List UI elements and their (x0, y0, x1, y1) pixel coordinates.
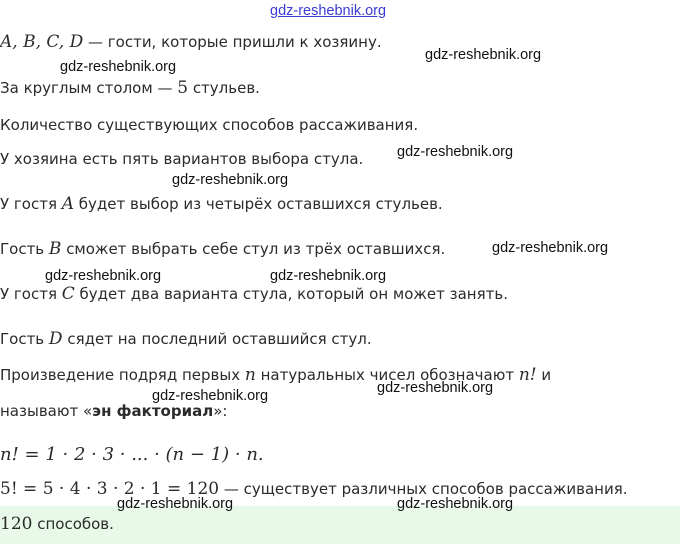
math-b: B (48, 239, 62, 259)
math-c: C (61, 284, 75, 304)
text-name-pre: называют « (0, 402, 93, 420)
text-product-post: и (536, 366, 552, 384)
text-chairs-post: стульев. (188, 79, 260, 97)
text-line-result (0, 479, 628, 499)
formula-factorial: n! = 1 · 2 · 3 · ... · (n − 1) · n. (0, 444, 264, 465)
answer-text: способов. (32, 515, 114, 533)
watermark: gdz-reshebnik.org (60, 59, 177, 75)
text-b-post: сможет выбрать себе стул из трёх оставшихся. (61, 240, 446, 258)
text-result: — существует различных способов рассаживания. (219, 480, 628, 498)
text-line-factorial-name (0, 402, 227, 420)
text-factorial-bold: эн факториал (92, 402, 214, 420)
text-line-host: У хозяина есть пять вариантов выбора стула. (0, 150, 364, 168)
math-guests: A, B, C, D (0, 32, 84, 52)
text-guests: — гости, которые пришли к хозяину. (83, 33, 382, 51)
text-c-post: будет два варианта стула, который он может занять. (74, 285, 508, 303)
text-line-guests (0, 32, 382, 52)
text-a-pre: У гостя (0, 195, 62, 213)
math-n-factorial: n! (518, 365, 537, 385)
text-d-pre: Гость (0, 330, 49, 348)
watermark: gdz-reshebnik.org (117, 496, 234, 512)
text-line-guest-a (0, 194, 443, 214)
watermark: gdz-reshebnik.org (397, 144, 514, 160)
text-line-chairs (0, 78, 260, 98)
text-name-post: »: (213, 402, 228, 420)
text-line-count: Количество существующих способов рассаживания. (0, 116, 419, 134)
text-line-answer (0, 514, 114, 534)
text-line-guest-b (0, 239, 445, 259)
text-b-pre: Гость (0, 240, 49, 258)
text-line-guest-c (0, 284, 508, 304)
watermark: gdz-reshebnik.org (397, 496, 514, 512)
text-product-pre: Произведение подряд первых (0, 366, 245, 384)
watermark: gdz-reshebnik.org (172, 172, 289, 188)
watermark: gdz-reshebnik.org (425, 47, 542, 63)
watermark: gdz-reshebnik.org (45, 268, 162, 284)
math-five: 5 (177, 78, 189, 98)
text-line-guest-d (0, 329, 372, 349)
text-c-pre: У гостя (0, 285, 62, 303)
math-n: n (244, 365, 256, 385)
watermark: gdz-reshebnik.org (270, 268, 387, 284)
text-a-post: будет выбор из четырёх оставшихся стульев. (74, 195, 443, 213)
text-chairs-pre: За круглым столом — (0, 79, 178, 97)
answer-number: 120 (0, 514, 33, 534)
math-d: D (48, 329, 63, 349)
watermark-top: gdz-reshebnik.org (270, 3, 387, 19)
watermark: gdz-reshebnik.org (152, 388, 269, 404)
watermark: gdz-reshebnik.org (492, 240, 609, 256)
math-a: A (61, 194, 75, 214)
text-product-mid: натуральных чисел обозначают (255, 366, 519, 384)
formula-five-factorial: 5! = 5 · 4 · 3 · 2 · 1 = 120 (0, 479, 220, 499)
text-d-post: сядет на последний оставшийся стул. (62, 330, 372, 348)
watermark: gdz-reshebnik.org (377, 380, 494, 396)
